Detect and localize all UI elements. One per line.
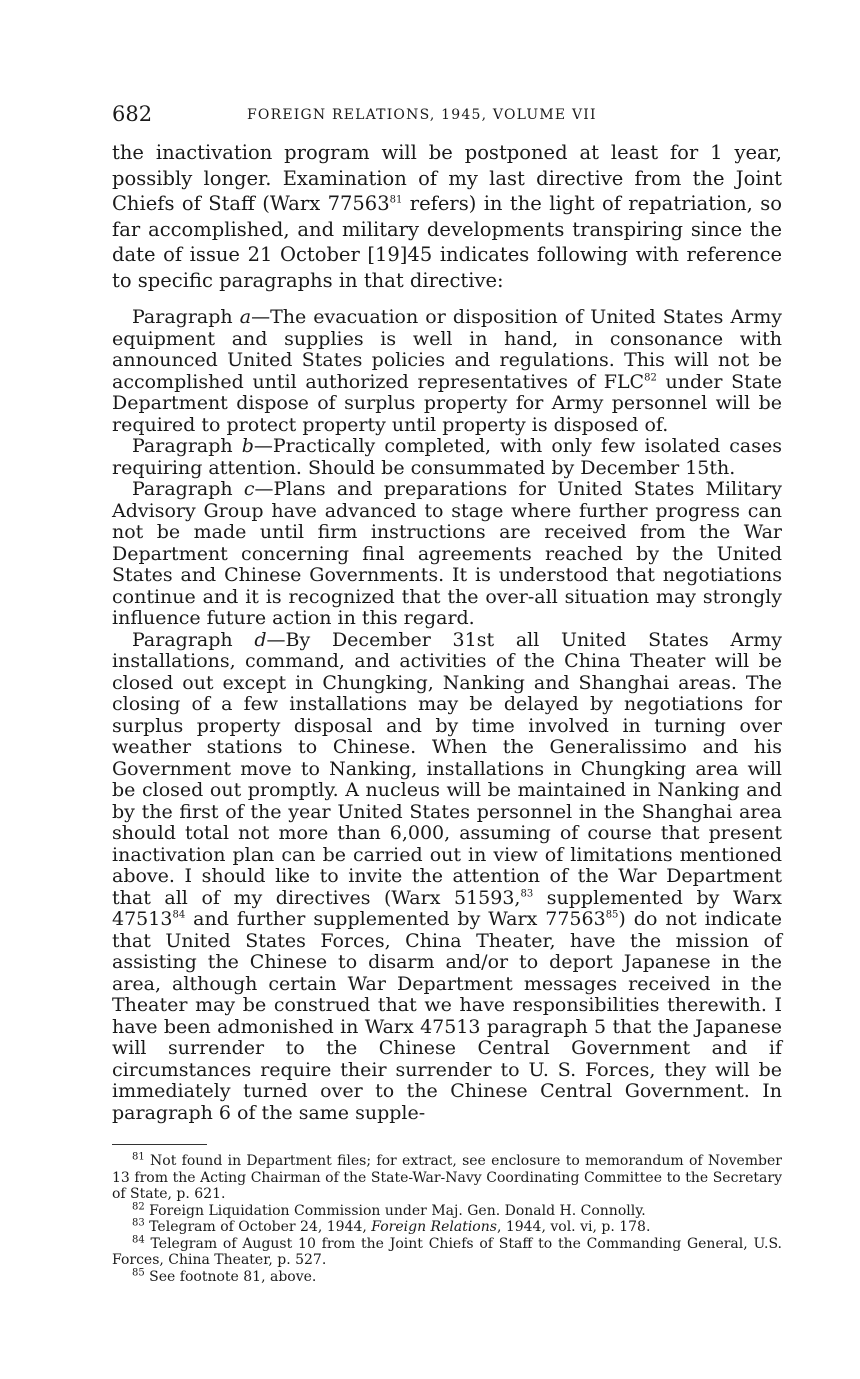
footnote-81: $^{81}$ Not found in Department files; for extract, see enclosure to memorandum of November 13 from the Acting Chairman of the State-War-Navy Coordinating Committee to the Secretary of State, p. 621. — [112, 1151, 782, 1202]
footnote-divider — [112, 1144, 207, 1145]
page-header — [112, 96, 782, 132]
directive-paragraphs — [112, 307, 782, 1124]
footnote-ref-85: 85 — [605, 909, 619, 921]
footnote-83: $^{83}$ Telegram of October 24, 1944, Foreign Relations, 1944, vol. vi, p. 178. — [132, 1217, 651, 1235]
paragraph-b: Paragraph b—Practically completed, with only few isolated cases requiring attention. Should be consummated by December 15th. — [112, 435, 783, 479]
paragraph-a: Paragraph a—The evacuation or disposition of United States Army equipment and supplies is well in hand, in consonance with announced United States policies and regulations. This will not be accomplished until authorized representatives of FLC$^{82}$ under State Department dispose of surplus property for Army personnel will be required to protect property until property is disposed of. — [112, 306, 783, 436]
footnote-ref-84: 84 — [172, 909, 186, 921]
document-page — [112, 96, 782, 1285]
footnote-84: $^{84}$ Telegram of August 10 from the Joint Chiefs of Staff to the Commanding General, U.S. Forces, China Theater, p. 527. — [112, 1233, 782, 1268]
page-number: 682 — [112, 102, 153, 126]
running-head: FOREIGN RELATIONS, 1945, VOLUME VII — [247, 107, 597, 123]
footnote-ref-83: 83 — [520, 888, 534, 900]
intro-paragraph: the inactivation program will be postponed at least for 1 year, possibly longer. Examination of my last directive from the Joint Chiefs of Staff (Warx 77563$^{81}$ refers) in the light of repatriation, so far accomplished, and military developments transpiring since the date of issue 21 October [19]45 indicates following with reference to specific paragraphs in that directive: — [112, 141, 783, 292]
footnotes — [112, 1153, 782, 1285]
footnote-ref-81: 81 — [389, 194, 403, 206]
paragraph-c: Paragraph c—Plans and preparations for United States Military Advisory Group have advanced to stage where further progress can not be made until firm instructions are received from the War Department concerning final agreements reached by the United States and Chinese Governments. It is understood that negotiations continue and it is recognized that the over-all situation may strongly influence future action in this regard. — [112, 478, 782, 629]
footnote-82: $^{82}$ Foreign Liquidation Commission under Maj. Gen. Donald H. Connolly. — [132, 1200, 646, 1219]
footnote-85: $^{85}$ See footnote 81, above. — [132, 1266, 317, 1285]
footnote-ref-82: 82 — [644, 372, 657, 384]
paragraph-d: Paragraph d—By December 31st all United States Army installations, command, and activities of the China Theater will be closed out except in Chungking, Nanking and Shanghai areas. The closing of a few installations may be delayed by negotiations for surplus property disposal and by time involved in turning over weather stations to Chinese. When the Generalissimo and his Government move to Nanking, installations in Chungking area will be closed out promptly. A nucleus will be maintained in Nanking and by the first of the year United States personnel in the Shanghai area should total not more than 6,000, assuming of course that present inactivation plan can be carried out in view of limitations mentioned above. I should like to invite the attention of the War Department that all of my directives (Warx 51593,83 supplemented by Warx 47513$^{84}$ and further supplemented by Warx 77563$^{85}$) do not indicate that United States Forces, China Theater, have the mission of assisting the Chinese to disarm and/or to deport Japanese in the area, although certain War Department messages received in the Theater may be construed that we have responsibilities therewith. I have been admonished in Warx 47513 paragraph 5 that the Japanese will surrender to the Chinese Central Government and if circumstances require their surrender to U. S. Forces, they will be immediately turned over to the Chinese Central Government. In paragraph 6 of the same supple- — [112, 628, 782, 1124]
